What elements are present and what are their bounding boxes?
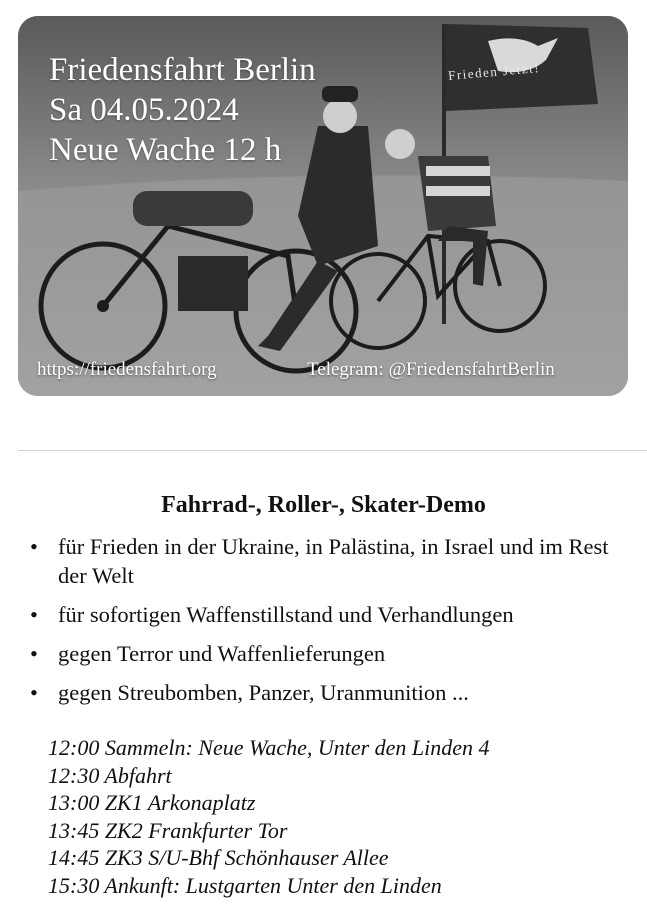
section-divider — [18, 450, 647, 451]
list-item — [30, 639, 630, 668]
schedule-row: 14:45 ZK3 S/U-Bhf Schönhauser Allee — [48, 845, 389, 870]
schedule-row: 12:30 Abfahrt — [48, 762, 172, 788]
demands-list — [30, 532, 630, 717]
event-banner — [18, 16, 628, 396]
schedule-row: 15:30 Ankunft: Lustgarten Unter den Linden — [48, 872, 442, 898]
schedule-row: 12:00 Sammeln: Neue Wache, Unter den Linden 4 — [48, 735, 490, 760]
event-location-time: Neue Wache 12 h — [49, 132, 282, 168]
schedule-row: 13:45 ZK2 Frankfurter Tor — [48, 817, 288, 843]
demand-text: gegen Terror und Waffenlieferungen — [58, 641, 386, 666]
bullet-icon: • — [30, 680, 38, 705]
event-date: Sa 04.05.2024 — [49, 92, 239, 128]
bullet-icon: • — [30, 602, 38, 627]
list-item — [30, 600, 630, 629]
event-title: Friedensfahrt Berlin — [49, 52, 316, 88]
demand-text: für Frieden in der Ukraine, in Palästina, in Israel und im Rest der Welt — [58, 534, 609, 588]
demand-text: für sofortigen Waffenstillstand und Verhandlungen — [58, 602, 514, 627]
bullet-icon: • — [30, 641, 38, 666]
demand-text: gegen Streubomben, Panzer, Uranmunition ... — [58, 680, 469, 705]
flag-slogan: Frieden Jetzt! — [447, 60, 541, 83]
telegram-handle[interactable]: Telegram: @FriedensfahrtBerlin — [307, 359, 555, 380]
website-link[interactable]: https://friedensfahrt.org — [37, 359, 217, 380]
list-item — [30, 678, 630, 707]
schedule — [48, 734, 628, 899]
list-item — [30, 532, 630, 590]
demo-headline: Fahrrad-, Roller-, Skater-Demo — [161, 492, 486, 518]
schedule-row: 13:00 ZK1 Arkonaplatz — [48, 790, 256, 815]
bullet-icon: • — [30, 534, 38, 559]
